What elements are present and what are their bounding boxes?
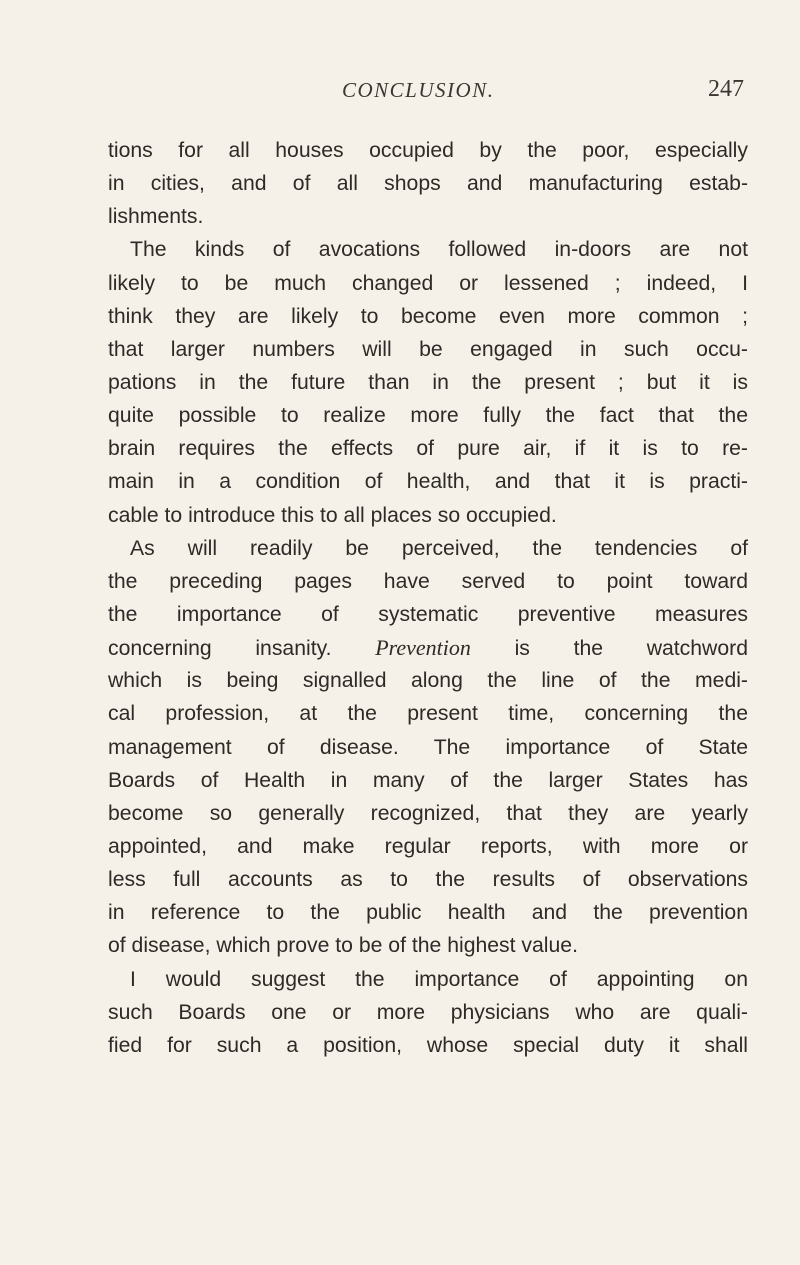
text-line: such Boards one or more physicians who are quali-	[108, 1000, 748, 1024]
text-line: the importance of systematic preventive measures	[108, 602, 748, 626]
running-title: CONCLUSION.	[342, 78, 495, 102]
text-line: become so generally recognized, that they are yearly	[108, 801, 748, 825]
text-line: in reference to the public health and the prevention	[108, 901, 748, 925]
text-line: fied for such a position, whose special duty it shall	[108, 1033, 748, 1057]
text-line: that larger numbers will be engaged in such occu-	[108, 337, 748, 361]
text-line: pations in the future than in the present ; but it is	[108, 370, 748, 394]
text-segment: is the watchword	[514, 637, 748, 661]
text-line: likely to be much changed or lessened ; indeed, I	[108, 271, 748, 295]
text-line: cable to introduce this to all places so occupied.	[108, 503, 557, 527]
text-line: think they are likely to become even more common ;	[108, 304, 748, 328]
text-line: lishments.	[108, 205, 204, 229]
emphasis-word: Prevention	[375, 635, 471, 661]
text-line: The kinds of avocations followed in-doors are not	[130, 238, 748, 262]
text-line: Boards of Health in many of the larger States has	[108, 768, 748, 792]
text-line: the preceding pages have served to point toward	[108, 569, 748, 593]
text-line: in cities, and of all shops and manufacturing estab-	[108, 172, 748, 196]
text-line: tions for all houses occupied by the poor, especially	[108, 139, 748, 162]
text-line: cal profession, at the present time, concerning the	[108, 702, 748, 726]
text-line: appointed, and make regular reports, with more or	[108, 834, 748, 858]
text-line: of disease, which prove to be of the highest value.	[108, 934, 578, 958]
text-line: less full accounts as to the results of observations	[108, 868, 748, 892]
text-line: main in a condition of health, and that it is practi-	[108, 470, 748, 494]
text-line: I would suggest the importance of appointing on	[130, 967, 748, 991]
body-text	[108, 134, 748, 1062]
text-segment: concerning insanity.	[108, 637, 332, 661]
text-line-with-emphasis	[108, 631, 748, 664]
page-number: 247	[708, 76, 744, 102]
text-line: brain requires the effects of pure air, if it is to re-	[108, 437, 748, 461]
text-line: management of disease. The importance of State	[108, 735, 748, 759]
text-line: As will readily be perceived, the tendencies of	[130, 536, 748, 560]
running-head	[108, 78, 744, 112]
text-line: which is being signalled along the line of the medi-	[108, 669, 748, 693]
text-line: quite possible to realize more fully the fact that the	[108, 404, 748, 428]
